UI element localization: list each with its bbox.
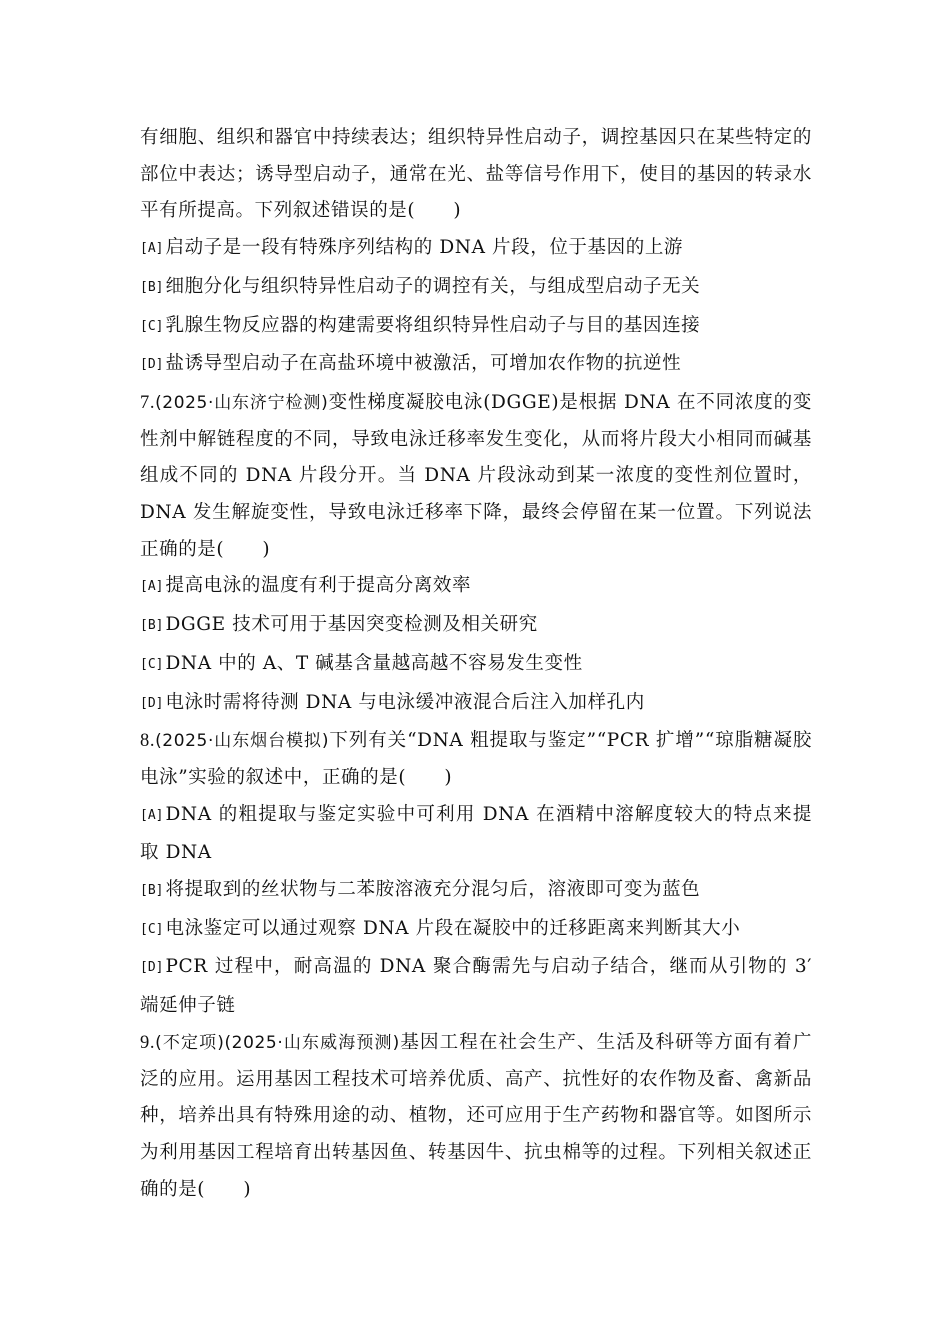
q8-option-a[interactable] (140, 797, 812, 872)
option-label: [B] (140, 279, 164, 295)
option-text: 电泳时需将待测 DNA 与电泳缓冲液混合后注入加样孔内 (165, 691, 645, 713)
q8-option-c[interactable] (140, 911, 812, 950)
option-label: [B] (140, 618, 164, 634)
option-label: [C] (140, 318, 164, 334)
option-label: [C] (140, 656, 164, 672)
question-number: 8. (140, 731, 156, 752)
q6-option-c[interactable] (140, 308, 812, 347)
q7-option-d[interactable] (140, 685, 812, 724)
question-text: 基因工程在社会生产、生活及科研等方面有着广泛的应用。运用基因工程技术可培养优质、高产、抗性好的农作物及畜、禽新品种，培养出具有特殊用途的动、植物，还可应用于生产药物和器官等。如图所示为利用基因工程培育出转基因鱼、转基因牛、抗虫棉等的过程。下列相关叙述正确的是( ) (140, 1031, 812, 1200)
option-text: 提高电泳的温度有利于提高分离效率 (165, 575, 472, 597)
q6-option-d[interactable] (140, 346, 812, 385)
question-number: 9. (140, 1032, 156, 1053)
document-page (140, 120, 812, 1208)
option-label: [A] (140, 241, 164, 257)
option-label: [C] (140, 921, 164, 937)
question-source: (不定项)(2025·山东威海预测) (155, 1032, 400, 1053)
question-text: 下列有关“DNA 粗提取与鉴定”“PCR 扩增”“琼脂糖凝胶电泳”实验的叙述中，正确的是( ) (140, 730, 812, 788)
q6-option-b[interactable] (140, 269, 812, 308)
option-label: [D] (140, 960, 164, 976)
q9-stem (140, 1025, 812, 1209)
question-source: (2025·山东烟台模拟) (155, 731, 330, 752)
option-text: 乳腺生物反应器的构建需要将组织特异性启动子与目的基因连接 (165, 314, 701, 336)
q7-options (140, 568, 812, 723)
q7-option-c[interactable] (140, 646, 812, 685)
q6-stem-tail: 有细胞、组织和器官中持续表达；组织特异性启动子，调控基因只在某些特定的部位中表达；诱导型启动子，通常在光、盐等信号作用下，使目的基因的转录水平有所提高。下列叙述错误的是( ) (140, 127, 812, 222)
option-label: [A] (140, 807, 164, 823)
q7-option-b[interactable] (140, 607, 812, 646)
option-label: [D] (140, 357, 164, 373)
q7-stem (140, 385, 812, 569)
q6-options (140, 230, 812, 385)
option-text: DGGE 技术可用于基因突变检测及相关研究 (165, 614, 538, 636)
option-label: [B] (140, 883, 164, 899)
q6-option-a[interactable] (140, 230, 812, 269)
option-text: 电泳鉴定可以通过观察 DNA 片段在凝胶中的迁移距离来判断其大小 (165, 917, 741, 939)
option-text: 盐诱导型启动子在高盐环境中被激活，可增加农作物的抗逆性 (165, 353, 682, 375)
option-text: 细胞分化与组织特异性启动子的调控有关，与组成型启动子无关 (165, 275, 701, 297)
option-text: 启动子是一段有特殊序列结构的 DNA 片段，位于基因的上游 (165, 237, 684, 259)
option-text: PCR 过程中，耐高温的 DNA 聚合酶需先与启动子结合，继而从引物的 3′端延伸子链 (140, 956, 812, 1017)
question-text: 变性梯度凝胶电泳(DGGE)是根据 DNA 在不同浓度的变性剂中解链程度的不同，导致电泳迁移率发生变化，从而将片段大小相同而碱基组成不同的 DNA 片段分开。当 DNA 片段泳动到某一浓度的变性剂位置时，DNA 发生解旋变性，导致电泳迁移率下降，最终会停留在某一位置。下列说法正确的是( ) (140, 391, 812, 560)
q8-option-d[interactable] (140, 949, 812, 1024)
option-text: DNA 中的 A、T 碱基含量越高越不容易发生变性 (165, 652, 583, 674)
q8-stem (140, 723, 812, 796)
question-number: 7. (140, 392, 156, 413)
q8-options (140, 797, 812, 1025)
option-text: DNA 的粗提取与鉴定实验中可利用 DNA 在酒精中溶解度较大的特点来提取 DNA (140, 803, 812, 864)
q7-option-a[interactable] (140, 568, 812, 607)
option-label: [D] (140, 695, 164, 711)
question-source: (2025·山东济宁检测) (155, 392, 329, 413)
option-label: [A] (140, 579, 164, 595)
option-text: 将提取到的丝状物与二苯胺溶液充分混匀后，溶液即可变为蓝色 (165, 879, 701, 901)
q8-option-b[interactable] (140, 872, 812, 911)
